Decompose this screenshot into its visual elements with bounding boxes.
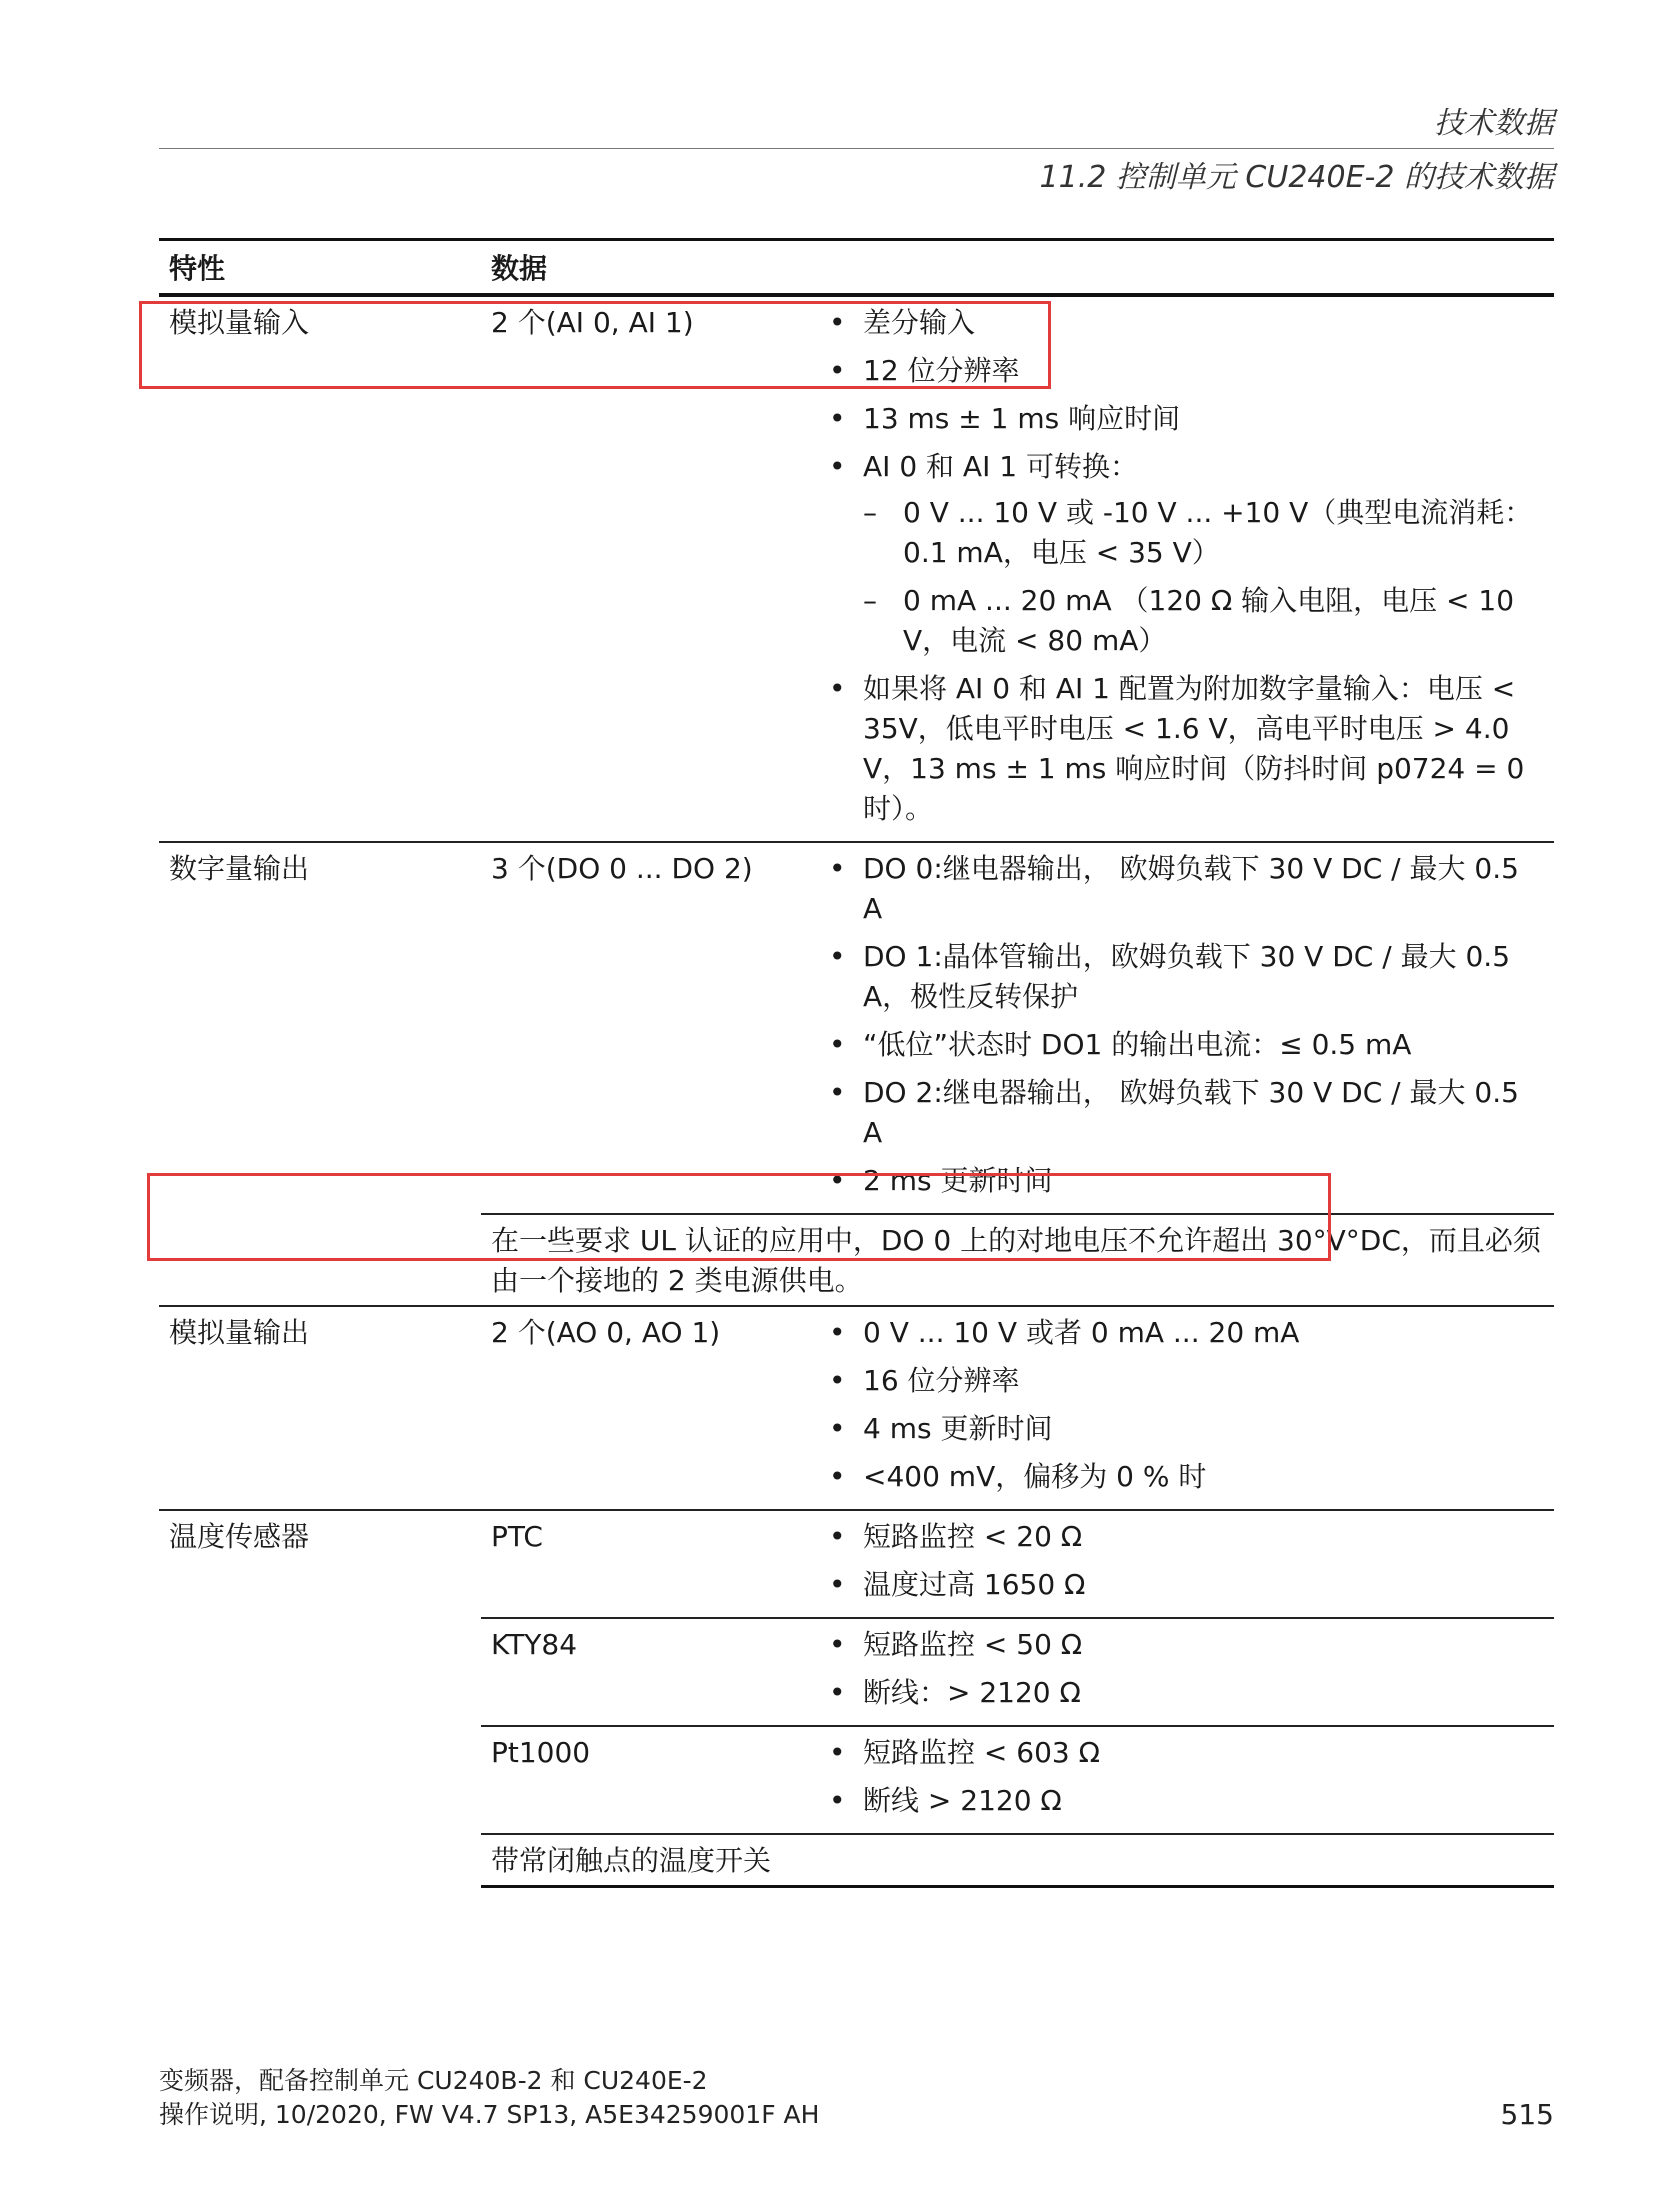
feature-temp-sensor: 温度传感器 — [159, 1510, 481, 1887]
feature-analog-output: 模拟量输出 — [159, 1306, 481, 1510]
list-item: • 16 位分辨率 — [823, 1361, 1542, 1401]
spec-table — [159, 238, 1554, 1888]
list-item: • 断线 > 2120 Ω — [823, 1781, 1542, 1821]
detail-analog-output — [813, 1306, 1554, 1510]
sub-list-item: – 0 mA ... 20 mA （120 Ω 输入电阻，电压 < 10 V，电流 < 80 mA） — [863, 581, 1542, 661]
section-title: 11.2 控制单元 CU240E-2 的技术数据 — [1039, 160, 1554, 195]
sub-list-item: – 0 V ... 10 V 或 -10 V ... +10 V（典型电流消耗：0.1 mA，电压 < 35 V） — [863, 493, 1542, 573]
ul-note: 在一些要求 UL 认证的应用中，DO 0 上的对地电压不允许超出 30°V°DC，而且必须由一个接地的 2 类电源供电。 — [481, 1214, 1554, 1306]
footer-line-1: 变频器，配备控制单元 CU240B-2 和 CU240E-2 — [159, 2066, 708, 2095]
list-item: • 短路监控 < 50 Ω — [823, 1625, 1542, 1665]
header-rule — [159, 148, 1554, 149]
list-item: • 断线：> 2120 Ω — [823, 1673, 1542, 1713]
count-analog-output: 2 个(AO 0, AO 1) — [481, 1306, 813, 1510]
detail-ptc — [813, 1510, 1554, 1618]
sensor-ptc: PTC — [481, 1510, 813, 1618]
table-row — [159, 1306, 1554, 1510]
detail-digital-output — [813, 842, 1554, 1214]
detail-pt1000 — [813, 1726, 1554, 1834]
table-row — [159, 842, 1554, 1214]
list-item: • 12 位分辨率 — [823, 351, 1542, 391]
list-item: • 短路监控 < 603 Ω — [823, 1733, 1542, 1773]
column-header-feature: 特性 — [159, 240, 481, 296]
list-item: • <400 mV，偏移为 0 % 时 — [823, 1457, 1542, 1497]
list-item: • 温度过高 1650 Ω — [823, 1565, 1542, 1605]
sensor-kty84: KTY84 — [481, 1618, 813, 1726]
list-item: • 短路监控 < 20 Ω — [823, 1517, 1542, 1557]
count-digital-output: 3 个(DO 0 ... DO 2) — [481, 842, 813, 1214]
count-analog-input: 2 个(AI 0, AI 1) — [491, 306, 694, 339]
detail-kty84 — [813, 1618, 1554, 1726]
sensor-temp-switch: 带常闭触点的温度开关 — [481, 1834, 1554, 1887]
column-header-data: 数据 — [481, 240, 1554, 296]
list-item: • 0 V ... 10 V 或者 0 mA ... 20 mA — [823, 1313, 1542, 1353]
list-item: • 差分输入 — [823, 303, 1542, 343]
table-row — [159, 295, 1554, 842]
table-row — [159, 1510, 1554, 1618]
table-header-row — [159, 240, 1554, 296]
page-number: 515 — [1500, 2098, 1554, 2131]
list-item: • DO 1:晶体管输出，欧姆负载下 30 V DC / 最大 0.5 A，极性反转保护 — [823, 937, 1542, 1017]
feature-digital-output: 数字量输出 — [159, 842, 481, 1306]
list-item: • “低位”状态时 DO1 的输出电流：≤ 0.5 mA — [823, 1025, 1542, 1065]
chapter-title: 技术数据 — [1434, 106, 1554, 141]
list-item: • 2 ms 更新时间 — [823, 1161, 1542, 1201]
list-item: • 如果将 AI 0 和 AI 1 配置为附加数字量输入：电压 < 35V，低电平时电压 < 1.6 V，高电平时电压 > 4.0 V，13 ms ± 1 ms 响应时间（防抖时间 p0724 = 0 时）。 — [823, 669, 1542, 829]
list-item-text: AI 0 和 AI 1 可转换： — [863, 450, 1138, 483]
feature-analog-input: 模拟量输入 — [169, 306, 310, 339]
footer-line-2: 操作说明, 10/2020, FW V4.7 SP13, A5E34259001F AH — [159, 2100, 820, 2129]
list-item — [823, 447, 1542, 661]
list-item: • 4 ms 更新时间 — [823, 1409, 1542, 1449]
footer — [159, 2064, 819, 2132]
list-item: • DO 0:继电器输出， 欧姆负载下 30 V DC / 最大 0.5 A — [823, 849, 1542, 929]
list-item: • 13 ms ± 1 ms 响应时间 — [823, 399, 1542, 439]
list-item: • DO 2:继电器输出， 欧姆负载下 30 V DC / 最大 0.5 A — [823, 1073, 1542, 1153]
sensor-pt1000: Pt1000 — [481, 1726, 813, 1834]
detail-analog-input — [813, 295, 1554, 842]
